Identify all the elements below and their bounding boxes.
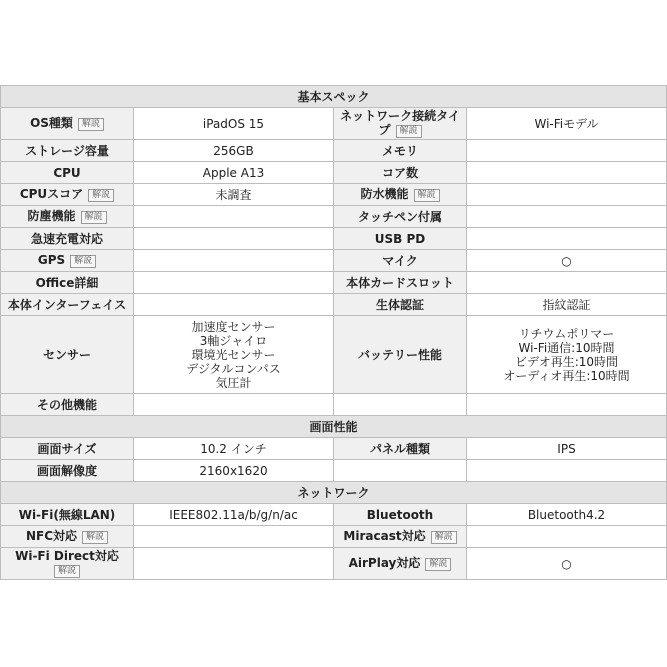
spec-row xyxy=(1,250,667,272)
section-title-basic: 基本スペック xyxy=(1,86,667,108)
wifi-value: IEEE802.11a/b/g/n/ac xyxy=(134,504,334,526)
cpu-score-label: CPUスコア xyxy=(19,187,84,201)
section-header-display xyxy=(1,416,667,438)
other-value xyxy=(134,394,334,416)
memory-label: メモリ xyxy=(334,140,467,162)
cores-value xyxy=(467,162,667,184)
explain-button-net-type[interactable]: 解説 xyxy=(396,125,422,138)
empty-cell xyxy=(334,394,467,416)
empty-cell xyxy=(334,460,467,482)
memory-value xyxy=(467,140,667,162)
battery-value-item: リチウムポリマー xyxy=(518,326,615,341)
interface-value xyxy=(134,294,334,316)
os-value: iPadOS 15 xyxy=(134,108,334,140)
os-label: OS種類 xyxy=(30,116,73,130)
net-type-value: Wi-Fiモデル xyxy=(467,108,667,140)
sensor-value-item: デジタルコンパス xyxy=(186,361,281,376)
waterproof-label-cell xyxy=(334,184,467,206)
wifi-direct-value xyxy=(134,548,334,580)
gps-label-cell xyxy=(1,250,134,272)
usbpd-label: USB PD xyxy=(334,228,467,250)
battery-value-item: Wi-Fi通信:10時間 xyxy=(518,340,615,355)
sensor-value-item: 加速度センサー xyxy=(191,319,276,334)
section-header-network xyxy=(1,482,667,504)
section-header-basic xyxy=(1,86,667,108)
card-slot-value xyxy=(467,272,667,294)
spec-row xyxy=(1,108,667,140)
miracast-label: Miracast対応 xyxy=(343,529,426,543)
sensor-label: センサー xyxy=(1,316,134,394)
fast-charge-value xyxy=(134,228,334,250)
mic-value: ○ xyxy=(467,250,667,272)
pen-label: タッチペン付属 xyxy=(334,206,467,228)
biometric-label: 生体認証 xyxy=(334,294,467,316)
spec-row xyxy=(1,548,667,580)
biometric-value: 指紋認証 xyxy=(467,294,667,316)
sensor-value-item: 3軸ジャイロ xyxy=(199,333,268,348)
airplay-value: ○ xyxy=(467,548,667,580)
storage-label: ストレージ容量 xyxy=(1,140,134,162)
gps-label: GPS xyxy=(37,253,66,267)
airplay-label-cell xyxy=(334,548,467,580)
wifi-direct-label-cell xyxy=(1,548,134,580)
office-value xyxy=(134,272,334,294)
wifi-direct-label: Wi-Fi Direct対応 xyxy=(15,549,119,563)
explain-button-os[interactable]: 解説 xyxy=(78,118,104,131)
dustproof-label-cell xyxy=(1,206,134,228)
net-type-label-cell xyxy=(334,108,467,140)
card-slot-label: 本体カードスロット xyxy=(334,272,467,294)
spec-row xyxy=(1,184,667,206)
waterproof-value xyxy=(467,184,667,206)
spec-row xyxy=(1,460,667,482)
spec-row xyxy=(1,394,667,416)
mic-label: マイク xyxy=(334,250,467,272)
panel-value: IPS xyxy=(467,438,667,460)
explain-button-airplay[interactable]: 解説 xyxy=(425,558,451,571)
wifi-label: Wi-Fi(無線LAN) xyxy=(1,504,134,526)
spec-row xyxy=(1,206,667,228)
spec-row xyxy=(1,272,667,294)
bluetooth-value: Bluetooth4.2 xyxy=(467,504,667,526)
sensor-value-cell xyxy=(134,316,334,394)
section-title-display: 画面性能 xyxy=(1,416,667,438)
net-type-label-line1: ネットワーク接続タイ xyxy=(340,109,460,123)
explain-button-nfc[interactable]: 解説 xyxy=(82,531,108,544)
office-label: Office詳細 xyxy=(1,272,134,294)
explain-button-wifi-direct[interactable]: 解説 xyxy=(54,565,80,578)
explain-button-gps[interactable]: 解説 xyxy=(70,255,96,268)
section-title-network: ネットワーク xyxy=(1,482,667,504)
other-label: その他機能 xyxy=(1,394,134,416)
nfc-label-cell xyxy=(1,526,134,548)
explain-button-waterproof[interactable]: 解説 xyxy=(414,189,440,202)
nfc-label: NFC対応 xyxy=(25,529,78,543)
battery-value-item: オーディオ再生:10時間 xyxy=(503,368,630,383)
explain-button-miracast[interactable]: 解説 xyxy=(431,531,457,544)
pen-value xyxy=(467,206,667,228)
screen-size-label: 画面サイズ xyxy=(1,438,134,460)
empty-cell xyxy=(467,460,667,482)
explain-button-dustproof[interactable]: 解説 xyxy=(81,211,107,224)
miracast-label-cell xyxy=(334,526,467,548)
cpu-score-value: 未調査 xyxy=(134,184,334,206)
spec-row xyxy=(1,294,667,316)
fast-charge-label: 急速充電対応 xyxy=(1,228,134,250)
spec-row xyxy=(1,526,667,548)
storage-value: 256GB xyxy=(134,140,334,162)
sensor-value-item: 気圧計 xyxy=(215,375,252,390)
spec-row xyxy=(1,504,667,526)
net-type-label-line2: プ xyxy=(378,123,391,137)
resolution-value: 2160x1620 xyxy=(134,460,334,482)
battery-label: バッテリー性能 xyxy=(334,316,467,394)
empty-cell xyxy=(467,394,667,416)
cpu-value: Apple A13 xyxy=(134,162,334,184)
spec-table xyxy=(0,85,667,580)
usbpd-value xyxy=(467,228,667,250)
os-label-cell xyxy=(1,108,134,140)
resolution-label: 画面解像度 xyxy=(1,460,134,482)
interface-label: 本体インターフェイス xyxy=(1,294,134,316)
panel-label: パネル種類 xyxy=(334,438,467,460)
nfc-value xyxy=(134,526,334,548)
waterproof-label: 防水機能 xyxy=(360,187,409,201)
gps-value xyxy=(134,250,334,272)
airplay-label: AirPlay対応 xyxy=(348,556,421,570)
cores-label: コア数 xyxy=(334,162,467,184)
spec-row xyxy=(1,438,667,460)
battery-value-cell xyxy=(467,316,667,394)
spec-row xyxy=(1,162,667,184)
sensor-value-item: 環境光センサー xyxy=(191,347,276,362)
dustproof-value xyxy=(134,206,334,228)
miracast-value xyxy=(467,526,667,548)
bluetooth-label: Bluetooth xyxy=(334,504,467,526)
spec-row xyxy=(1,316,667,394)
cpu-score-label-cell xyxy=(1,184,134,206)
spec-row xyxy=(1,228,667,250)
dustproof-label: 防塵機能 xyxy=(27,209,76,223)
battery-value-item: ビデオ再生:10時間 xyxy=(514,354,619,369)
explain-button-cpu-score[interactable]: 解説 xyxy=(88,189,114,202)
cpu-label: CPU xyxy=(1,162,134,184)
screen-size-value: 10.2 インチ xyxy=(134,438,334,460)
spec-row xyxy=(1,140,667,162)
